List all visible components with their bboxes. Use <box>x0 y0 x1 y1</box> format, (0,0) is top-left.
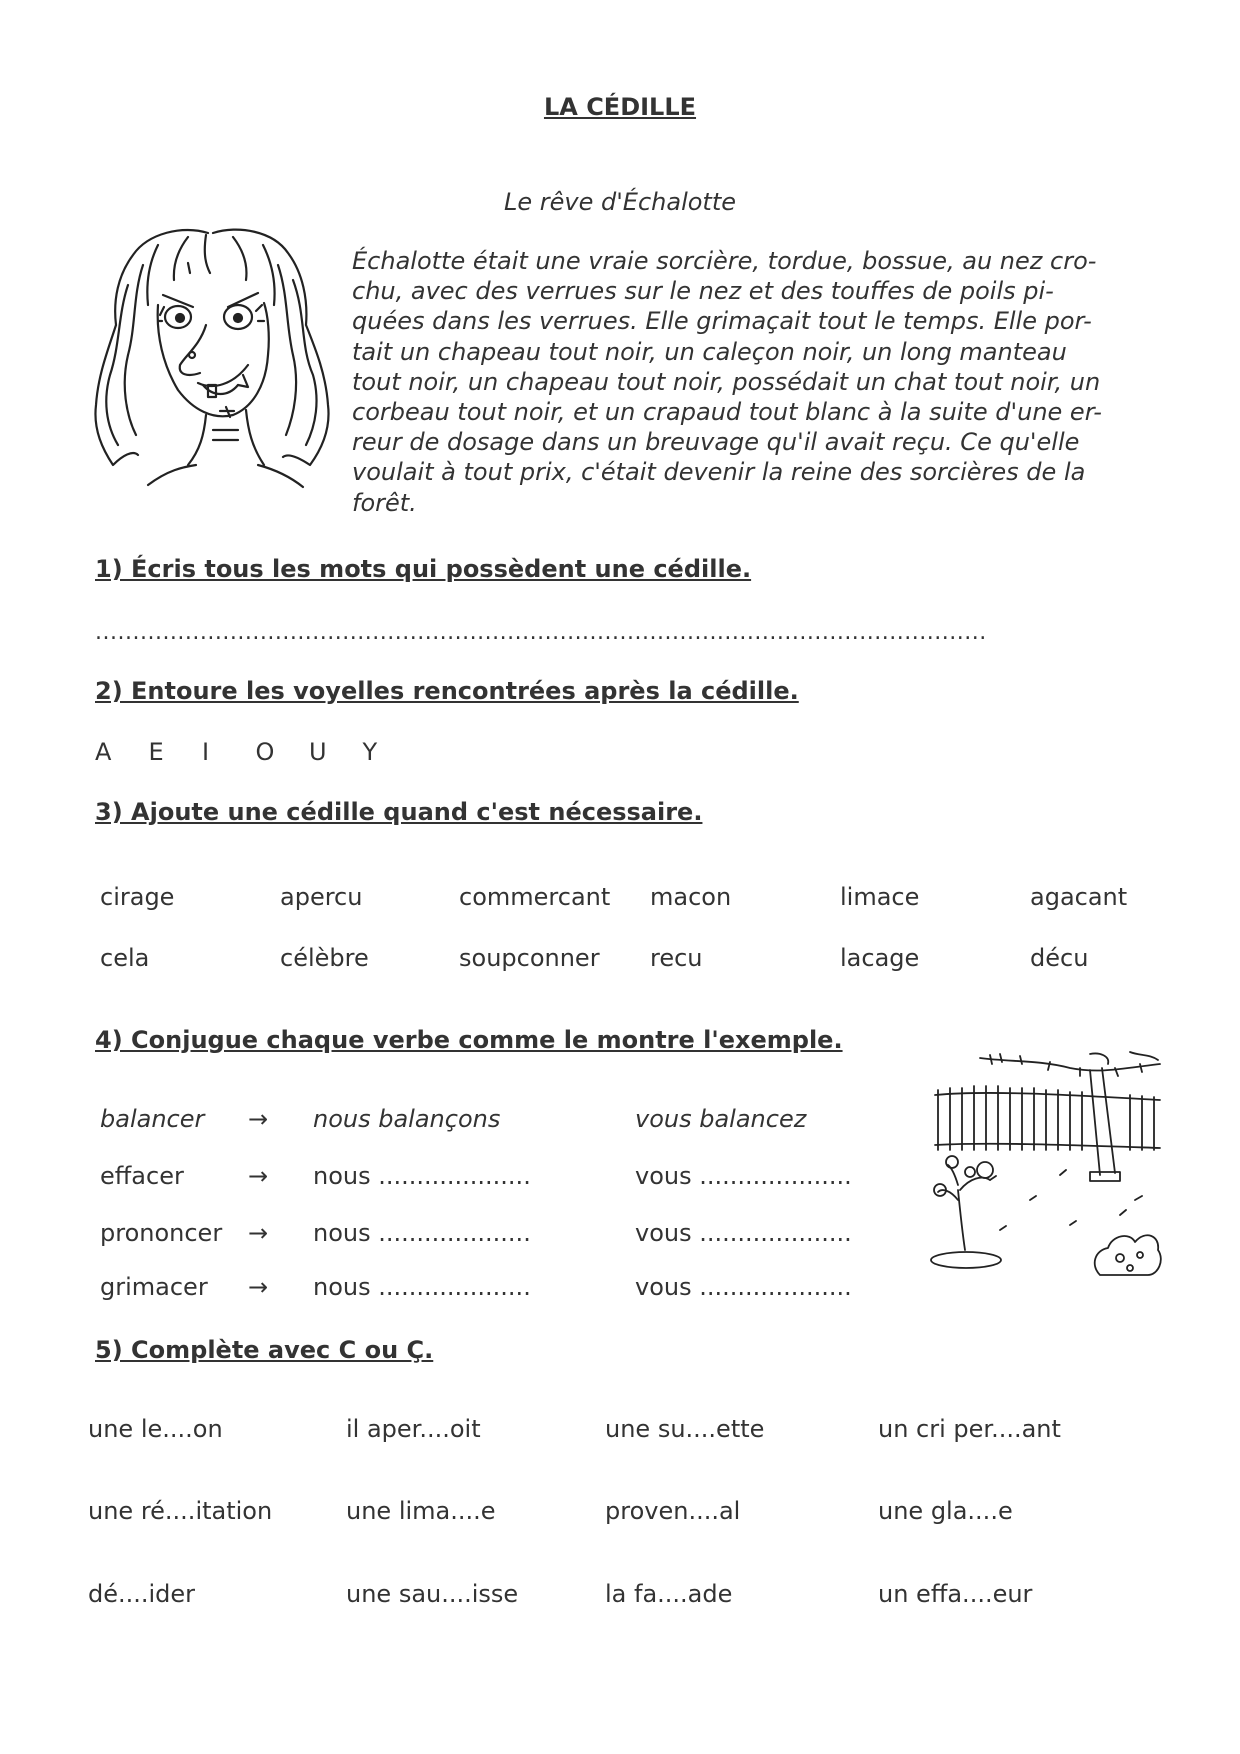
story-line: quées dans les verrues. Elle grimaçait tout le temps. Elle por- <box>352 307 1092 336</box>
fill-in-item[interactable]: il aper....oit <box>346 1415 481 1443</box>
fill-in-item[interactable]: une gla....e <box>878 1497 1013 1525</box>
fill-in-item[interactable]: une su....ette <box>605 1415 765 1443</box>
nous-answer[interactable]: nous .................... <box>313 1162 531 1190</box>
arrow-icon: → <box>248 1273 269 1301</box>
fill-in-item[interactable]: la fa....ade <box>605 1580 733 1608</box>
vowel[interactable]: I <box>202 738 210 766</box>
story-title: Le rêve d'Échalotte <box>503 188 737 216</box>
arrow-icon: → <box>248 1219 269 1247</box>
verb-item: grimacer <box>100 1273 208 1301</box>
vowel[interactable]: E <box>148 738 164 766</box>
fill-in-item[interactable]: un cri per....ant <box>878 1415 1061 1443</box>
page-title: LA CÉDILLE <box>543 93 697 121</box>
word-item[interactable]: soupconner <box>459 944 600 972</box>
fill-in-item[interactable]: dé....ider <box>88 1580 196 1608</box>
fill-in-item[interactable]: une ré....itation <box>88 1497 273 1525</box>
story-line: tout noir, un chapeau tout noir, possédait un chat tout noir, un <box>352 367 1101 396</box>
fill-in-item[interactable]: une lima....e <box>346 1497 496 1525</box>
verb-item: prononcer <box>100 1219 223 1247</box>
vowel[interactable]: Y <box>362 738 378 766</box>
vowel[interactable]: A <box>95 738 112 766</box>
vowel[interactable]: U <box>309 738 327 766</box>
vowel[interactable]: O <box>255 738 275 766</box>
arrow-icon: → <box>248 1105 269 1133</box>
vous-answer[interactable]: vous .................... <box>635 1219 852 1247</box>
verb-item: effacer <box>100 1162 184 1190</box>
nous-answer[interactable]: nous .................... <box>313 1273 531 1301</box>
word-item[interactable]: cirage <box>100 883 175 911</box>
story-line: tait un chapeau tout noir, un caleçon noir, un long manteau <box>352 337 1067 366</box>
fill-in-item[interactable]: proven....al <box>605 1497 741 1525</box>
question-5-heading: 5) Complète avec C ou Ç. <box>95 1336 434 1364</box>
example-nous: nous balançons <box>313 1105 501 1133</box>
word-item[interactable]: lacage <box>840 944 920 972</box>
word-item[interactable]: macon <box>650 883 732 911</box>
word-item[interactable]: limace <box>840 883 920 911</box>
answer-line[interactable]: ....................................................................................................................... <box>95 620 987 645</box>
word-item[interactable]: célèbre <box>280 944 369 972</box>
example-vous: vous balancez <box>635 1105 807 1133</box>
story-line: Échalotte était une vraie sorcière, tordue, bossue, au nez cro- <box>352 247 1097 275</box>
word-item[interactable]: apercu <box>280 883 363 911</box>
story-line: forêt. <box>352 488 417 517</box>
example-verb: balancer <box>100 1105 205 1133</box>
question-1-heading: 1) Écris tous les mots qui possèdent une cédille. <box>95 555 752 583</box>
vous-answer[interactable]: vous .................... <box>635 1162 852 1190</box>
vowel-list <box>95 738 416 766</box>
story-line: reur de dosage dans un breuvage qu'il avait reçu. Ce qu'elle <box>352 428 1080 457</box>
vous-answer[interactable]: vous .................... <box>635 1273 852 1301</box>
fill-in-item[interactable]: une le....on <box>88 1415 223 1443</box>
story-text <box>352 246 1157 518</box>
witch-illustration <box>88 225 348 510</box>
nous-answer[interactable]: nous .................... <box>313 1219 531 1247</box>
fill-in-item[interactable]: une sau....isse <box>346 1580 519 1608</box>
word-item[interactable]: commercant <box>459 883 611 911</box>
story-line: corbeau tout noir, et un crapaud tout blanc à la suite d'une er- <box>352 398 1102 427</box>
word-item[interactable]: recu <box>650 944 703 972</box>
word-item[interactable]: décu <box>1030 944 1089 972</box>
word-item[interactable]: cela <box>100 944 150 972</box>
fill-in-item[interactable]: un effa....eur <box>878 1580 1033 1608</box>
word-item[interactable]: agacant <box>1030 883 1128 911</box>
garden-swing-illustration <box>930 1050 1165 1285</box>
story-line: chu, avec des verrues sur le nez et des touffes de poils pi- <box>352 277 1054 306</box>
story-line: voulait à tout prix, c'était devenir la reine des sorcières de la <box>352 458 1086 487</box>
arrow-icon: → <box>248 1162 269 1190</box>
question-3-heading: 3) Ajoute une cédille quand c'est nécessaire. <box>95 798 703 826</box>
question-4-heading: 4) Conjugue chaque verbe comme le montre l'exemple. <box>95 1026 843 1054</box>
question-2-heading: 2) Entoure les voyelles rencontrées après la cédille. <box>95 677 799 705</box>
